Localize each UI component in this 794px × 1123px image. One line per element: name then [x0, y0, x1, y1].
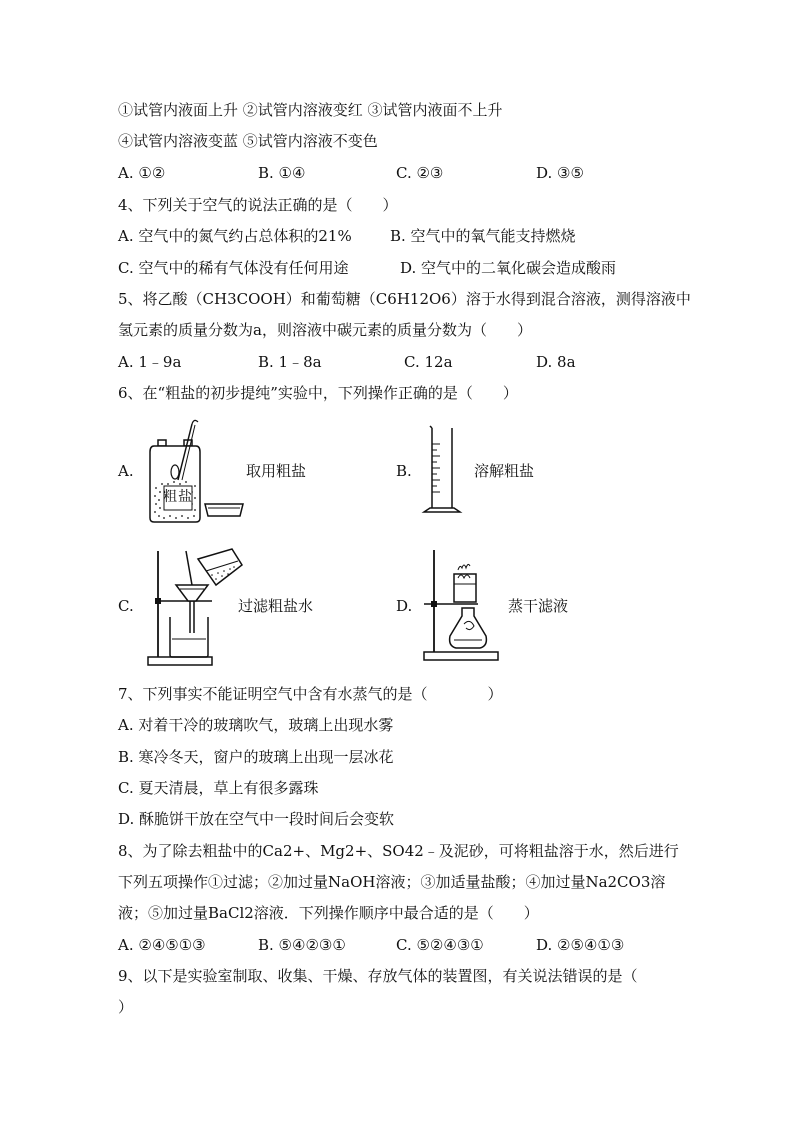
q8-option-a: A. ②④⑤①③: [118, 936, 206, 954]
q6-option-b-letter: B.: [396, 462, 412, 480]
graduated-cylinder-figure: [422, 426, 472, 518]
q6-option-c-caption: 过滤粗盐水: [238, 597, 314, 615]
q6-option-d-letter: D.: [396, 597, 413, 615]
q5-option-a: A. 1﹣9a: [118, 353, 182, 371]
q4-stem: 4、下列关于空气的说法正确的是（ ）: [118, 196, 398, 214]
q7-option-d: D. 酥脆饼干放在空气中一段时间后会变软: [118, 810, 395, 828]
q4-option-d: D. 空气中的二氧化碳会造成酸雨: [400, 259, 617, 277]
q3-option-b: B. ①④: [258, 164, 306, 182]
q3-choices-line-1: ①试管内液面上升 ②试管内溶液变红 ③试管内液面不上升: [118, 101, 503, 119]
q7-option-a: A. 对着干冷的玻璃吹气，玻璃上出现水雾: [118, 716, 394, 734]
q5-option-b: B. 1﹣8a: [258, 353, 322, 371]
q6-option-d-caption: 蒸干滤液: [508, 597, 569, 615]
q6-option-a-caption: 取用粗盐: [246, 462, 307, 480]
q8-option-b: B. ⑤④②③①: [258, 936, 346, 954]
q4-option-a: A. 空气中的氮气约占总体积的21%: [118, 227, 352, 245]
q5-option-d: D. 8a: [536, 353, 576, 371]
q3-option-a: A. ①②: [118, 164, 166, 182]
q5-option-c: C. 12a: [404, 353, 453, 371]
q7-stem: 7、下列事实不能证明空气中含有水蒸气的是（ ）: [118, 685, 503, 703]
q6-option-b-caption: 溶解粗盐: [474, 462, 535, 480]
q6-stem: 6、在“粗盐的初步提纯”实验中，下列操作正确的是（ ）: [118, 384, 518, 402]
q5-stem-line-1: 5、将乙酸（CH3COOH）和葡萄糖（C6H12O6）溶于水得到混合溶液，测得溶液中: [118, 290, 691, 308]
q9-stem-line-2: ）: [118, 998, 134, 1016]
q6-option-a-letter: A.: [118, 462, 134, 480]
q7-option-c: C. 夏天清晨，草上有很多露珠: [118, 779, 319, 797]
q3-option-c: C. ②③: [396, 164, 444, 182]
q3-option-d: D. ③⑤: [536, 164, 584, 182]
q6-option-c-letter: C.: [118, 597, 134, 615]
q3-choices-line-2: ④试管内溶液变蓝 ⑤试管内溶液不变色: [118, 132, 378, 150]
q8-option-c: C. ⑤②④③①: [396, 936, 484, 954]
q4-option-b: B. 空气中的氧气能支持燃烧: [390, 227, 576, 245]
q8-stem-line-3: 液；⑤加过量BaCl2溶液．下列操作顺序中最合适的是（ ）: [118, 904, 539, 922]
q7-option-b: B. 寒冷冬天，窗户的玻璃上出现一层冰花: [118, 748, 394, 766]
evaporation-figure: [420, 548, 504, 666]
salt-jar-figure: [148, 418, 248, 530]
q5-stem-line-2: 氢元素的质量分数为a，则溶液中碳元素的质量分数为（ ）: [118, 321, 532, 339]
q8-stem-line-2: 下列五项操作①过滤；②加过量NaOH溶液；③加适量盐酸；④加过量Na2CO3溶: [118, 873, 666, 891]
salt-jar-label: 粗盐: [163, 489, 193, 505]
q4-option-c: C. 空气中的稀有气体没有任何用途: [118, 259, 349, 277]
q9-stem-line-1: 9、以下是实验室制取、收集、干燥、存放气体的装置图，有关说法错误的是（: [118, 967, 638, 985]
q8-stem-line-1: 8、为了除去粗盐中的Ca2+、Mg2+、SO42﹣及泥砂，可将粗盐溶于水，然后进行: [118, 842, 679, 860]
q8-option-d: D. ②⑤④①③: [536, 936, 625, 954]
